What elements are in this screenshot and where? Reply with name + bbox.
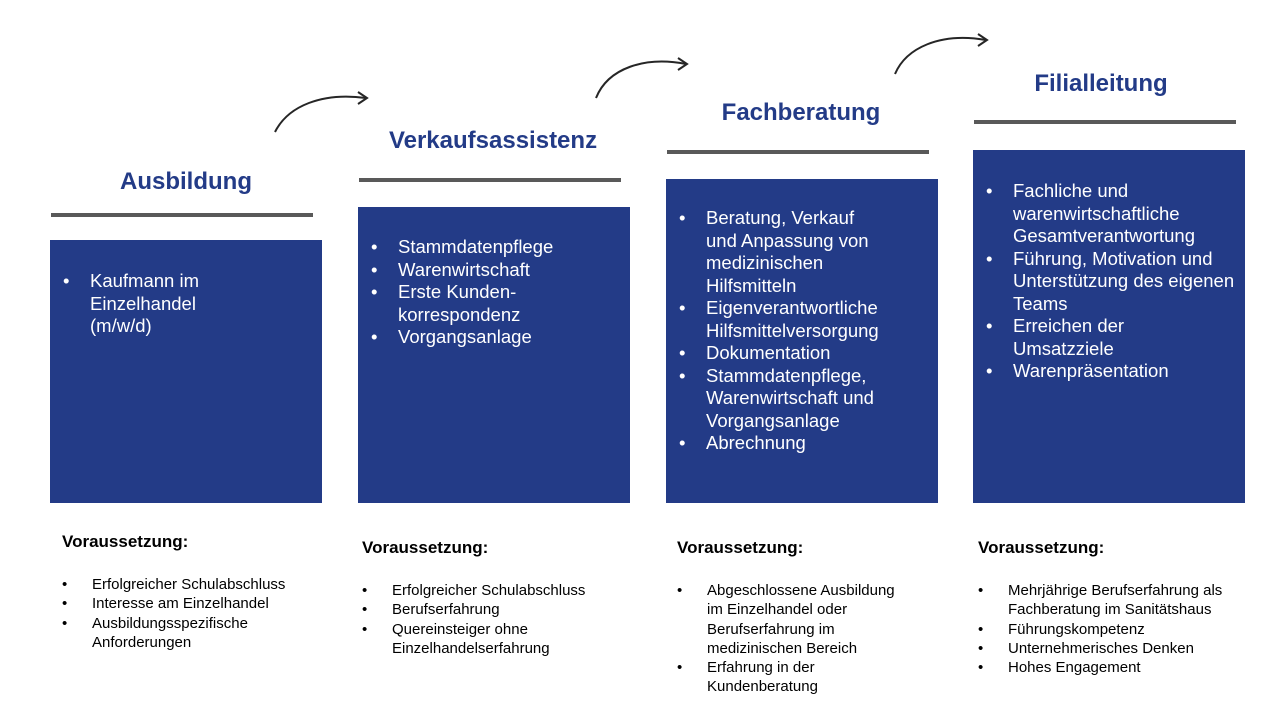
task-list xyxy=(358,236,630,349)
requirement-item: • Führungskompetenz xyxy=(966,620,1246,639)
requirement-item: • Quereinsteiger ohne Einzelhandelserfahrung xyxy=(350,620,562,659)
stage-title-filialleitung: Filialleitung xyxy=(1034,70,1168,97)
requirements-fachberatung xyxy=(665,538,945,697)
curved-arrow-icon xyxy=(590,54,694,102)
requirement-item: • Mehrjährige Berufserfahrung als Fachberatung im Sanitätshaus xyxy=(966,581,1238,620)
task-item: • Warenwirtschaft xyxy=(358,259,630,282)
requirements-filialleitung xyxy=(966,538,1246,677)
task-box-filialleitung xyxy=(973,150,1245,503)
curved-arrow-icon xyxy=(270,88,374,136)
requirements-list xyxy=(665,581,945,697)
requirements-list xyxy=(350,581,630,658)
task-item: • Führung, Motivation und Unterstützung des eigenen Teams xyxy=(973,248,1239,316)
requirement-item: • Unternehmerisches Denken xyxy=(966,639,1246,658)
task-item: • Stammdatenpflege xyxy=(358,236,630,259)
requirements-verkaufsassistenz xyxy=(350,538,630,658)
stage-divider xyxy=(974,120,1236,124)
requirement-item: • Erfahrung in der Kundenberatung xyxy=(665,658,847,697)
task-box-verkaufsassistenz xyxy=(358,207,630,503)
requirements-list xyxy=(50,575,330,652)
stage-divider xyxy=(359,178,621,182)
task-item: • Erste Kunden-korrespondenz xyxy=(358,281,530,326)
curved-arrow-icon xyxy=(890,30,994,78)
requirement-item: • Erfolgreicher Schulabschluss xyxy=(350,581,630,600)
requirements-list xyxy=(966,581,1246,677)
task-item: • Erreichen der Umsatzziele xyxy=(973,315,1173,360)
task-box-ausbildung xyxy=(50,240,322,503)
requirements-title: Voraussetzung: xyxy=(362,538,489,557)
stage-title-verkaufsassistenz: Verkaufsassistenz xyxy=(388,127,598,154)
requirements-title: Voraussetzung: xyxy=(978,538,1105,557)
task-item: • Stammdatenpflege, Warenwirtschaft und Vorgangsanlage xyxy=(666,365,901,433)
task-item: • Beratung, Verkauf und Anpassung von medizinischen Hilfsmitteln xyxy=(666,207,884,297)
requirement-item: • Interesse am Einzelhandel xyxy=(50,594,330,613)
requirements-ausbildung xyxy=(50,532,330,652)
task-list xyxy=(50,270,322,338)
requirements-title: Voraussetzung: xyxy=(677,538,804,557)
requirement-item: • Hohes Engagement xyxy=(966,658,1246,677)
requirement-item: • Abgeschlossene Ausbildung im Einzelhandel oder Berufserfahrung im medizinischen Bereich xyxy=(665,581,895,658)
requirement-item: • Ausbildungsspezifische Anforderungen xyxy=(50,614,302,653)
requirements-title: Voraussetzung: xyxy=(62,532,189,551)
task-item: • Abrechnung xyxy=(666,432,938,455)
task-box-fachberatung xyxy=(666,179,938,503)
stage-divider xyxy=(51,213,313,217)
task-item: • Kaufmann im Einzelhandel (m/w/d) xyxy=(50,270,260,338)
task-list xyxy=(973,180,1245,383)
task-item: • Fachliche und warenwirtschaftliche Gesamtverantwortung xyxy=(973,180,1213,248)
stage-divider xyxy=(667,150,929,154)
task-item: • Dokumentation xyxy=(666,342,938,365)
stage-title-fachberatung: Fachberatung xyxy=(721,99,881,126)
requirement-item: • Erfolgreicher Schulabschluss xyxy=(50,575,330,594)
stage-title-ausbildung: Ausbildung xyxy=(120,168,252,195)
task-item: • Warenpräsentation xyxy=(973,360,1245,383)
task-list xyxy=(666,207,938,455)
task-item: • Vorgangsanlage xyxy=(358,326,630,349)
task-item: • Eigenverantwortliche Hilfsmittelversorgung xyxy=(666,297,906,342)
requirement-item: • Berufserfahrung xyxy=(350,600,630,619)
